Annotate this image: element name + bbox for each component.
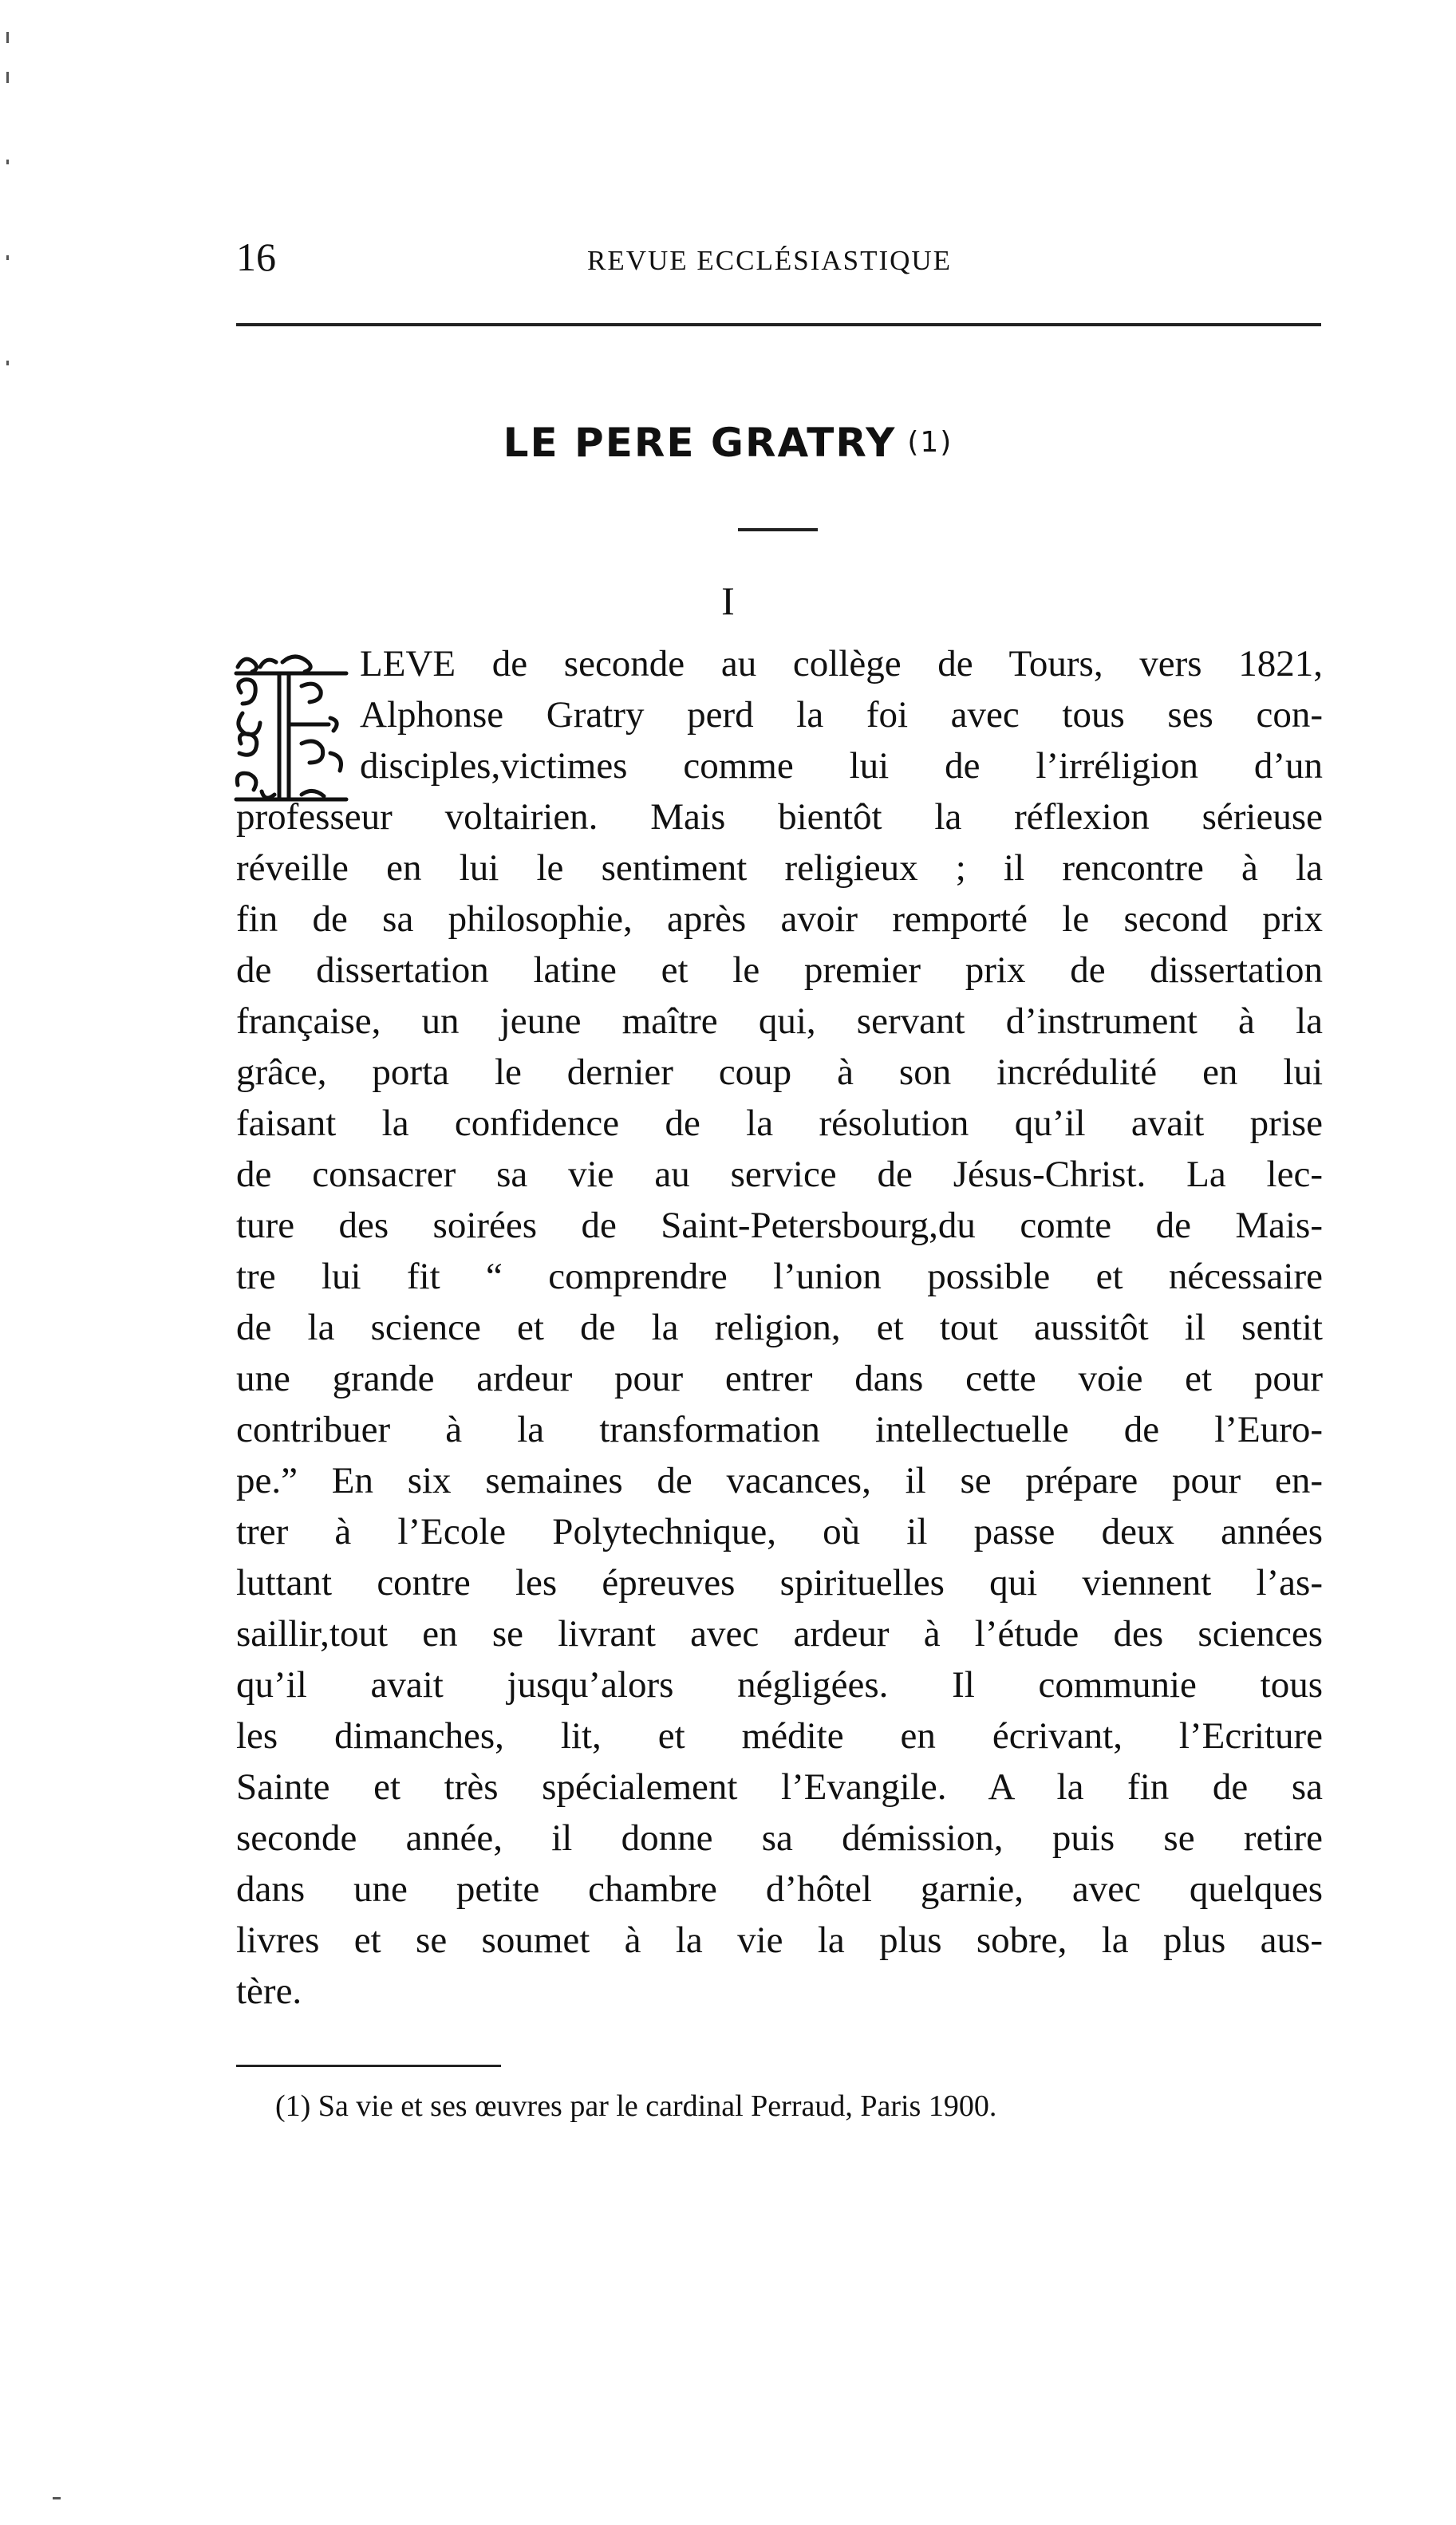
- text-line: réveille en lui le sentiment religieux ; il rencontre à la: [236, 847, 1323, 889]
- text-line: contribuer à la transformation intellectuelle de l’Euro-: [236, 1409, 1323, 1450]
- text-line: dans une petite chambre d’hôtel garnie, avec quelques: [236, 1868, 1323, 1910]
- text-line: ture des soirées de Saint-Petersbourg,du comte de Mais-: [236, 1205, 1323, 1246]
- text-line: de la science et de la religion, et tout aussitôt il sentit: [236, 1307, 1323, 1348]
- article-title: [0, 415, 1456, 475]
- text-line: professeur voltairien. Mais bientôt la réflexion sérieuse: [236, 796, 1323, 838]
- text-line: Alphonse Gratry perd la foi avec tous ses con-: [360, 694, 1323, 736]
- text-line: française, un jeune maître qui, servant d’instrument à la: [236, 1000, 1323, 1042]
- text-line: pe.” En six semaines de vacances, il se prépare pour en-: [236, 1460, 1323, 1501]
- scan-margin-mark: [6, 72, 9, 83]
- page-header: [236, 233, 1321, 281]
- text-line: disciples,victimes comme lui de l’irréligion d’un: [360, 745, 1323, 787]
- footnote-reference: (1): [907, 426, 953, 459]
- text-line: grâce, porta le dernier coup à son incrédulité en lui: [236, 1051, 1323, 1093]
- text-line: fin de sa philosophie, après avoir remporté le second prix: [236, 898, 1323, 940]
- text-line: les dimanches, lit, et médite en écrivant, l’Ecriture: [236, 1715, 1323, 1757]
- text-line: luttant contre les épreuves spirituelles qui viennent l’as-: [236, 1562, 1323, 1604]
- running-title: REVUE ECCLÉSIASTIQUE: [587, 245, 953, 276]
- title-rule: [738, 528, 818, 531]
- text-line: trer à l’Ecole Polytechnique, où il passe deux années: [236, 1511, 1323, 1552]
- text-line: Sainte et très spécialement l’Evangile. A la fin de sa: [236, 1766, 1323, 1808]
- text-line: une grande ardeur pour entrer dans cette voie et pour: [236, 1358, 1323, 1399]
- footnote-rule: [236, 2065, 501, 2067]
- text-line: tère.: [236, 1971, 302, 2012]
- scan-margin-mark: [6, 160, 9, 164]
- footnote: (1) Sa vie et ses œuvres par le cardinal Perraud, Paris 1900.: [275, 2089, 997, 2123]
- page-number: 16: [236, 235, 276, 279]
- header-rule: [236, 323, 1321, 326]
- text-line: faisant la confidence de la résolution qu’il avait prise: [236, 1103, 1323, 1144]
- scan-margin-mark: [53, 2497, 61, 2499]
- scan-margin-mark: [6, 255, 9, 260]
- article-title-text: LE PERE GRATRY: [503, 420, 897, 466]
- text-line: de dissertation latine et le premier prix de dissertation: [236, 949, 1323, 991]
- article-body: [236, 638, 1323, 2017]
- scan-margin-mark: [6, 361, 9, 365]
- text-line: qu’il avait jusqu’alors négligées. Il communie tous: [236, 1664, 1323, 1706]
- text-line: tre lui fit “ comprendre l’union possible et nécessaire: [236, 1256, 1323, 1297]
- text-line: livres et se soumet à la vie la plus sobre, la plus aus-: [236, 1919, 1323, 1961]
- scan-margin-mark: [6, 32, 9, 43]
- text-line: seconde année, il donne sa démission, puis se retire: [236, 1817, 1323, 1859]
- section-number: I: [721, 578, 735, 623]
- text-line: de consacrer sa vie au service de Jésus-Christ. La lec-: [236, 1154, 1323, 1195]
- text-line: LEVE de seconde au collège de Tours, vers 1821,: [360, 643, 1323, 685]
- text-line: saillir,tout en se livrant avec ardeur à l’étude des sciences: [236, 1613, 1323, 1655]
